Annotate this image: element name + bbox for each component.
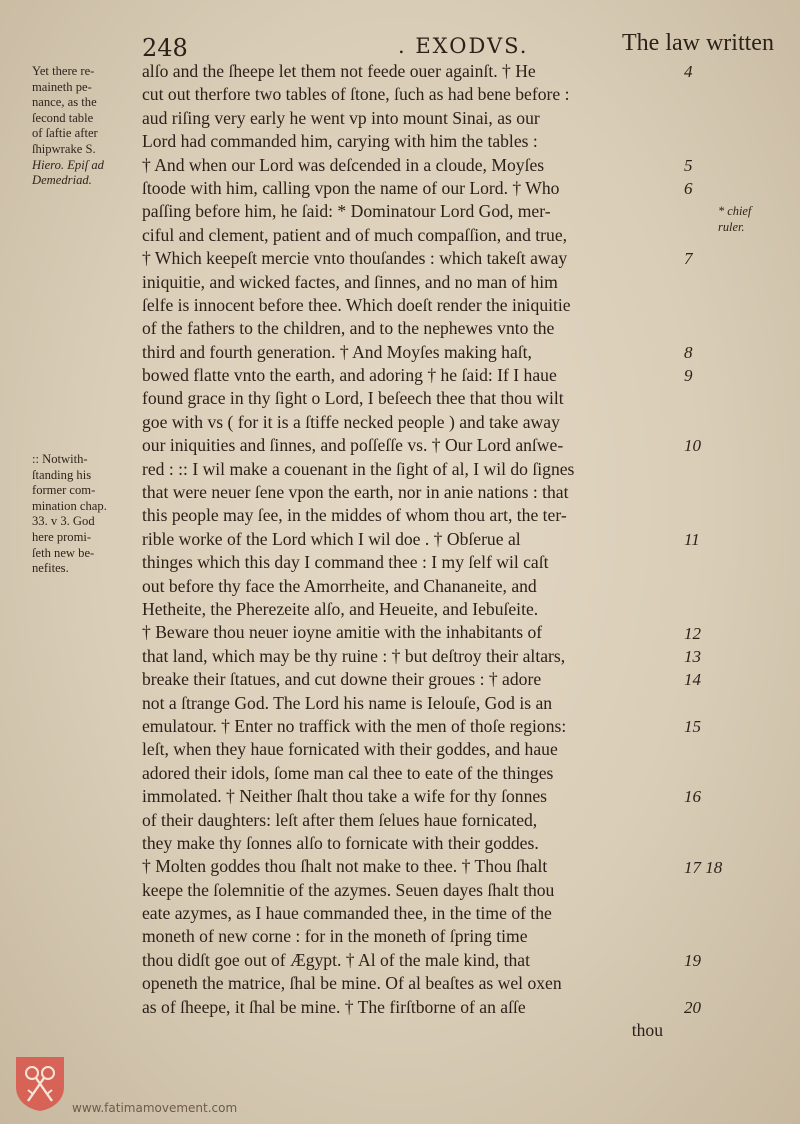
running-title: . EXODVS. bbox=[398, 34, 529, 58]
text-line: Lord had commanded him, carying with him the tables : bbox=[142, 131, 538, 152]
text-line: paſſing before him, he ſaid: * Dominatour Lord God, mer- bbox=[142, 201, 551, 222]
margin-note-line: of ſaftie after bbox=[32, 126, 98, 141]
verse-number: 7 bbox=[684, 249, 693, 269]
text-line: thou bbox=[631, 1020, 663, 1041]
text-line: thou didſt goe out of Ægypt. † Al of the male kind, that bbox=[142, 949, 530, 970]
verse-number: 14 bbox=[684, 670, 701, 690]
text-line: alſo and the ſheepe let them not feede ouer againſt. † He bbox=[142, 61, 536, 81]
margin-note-line: nance, as the bbox=[32, 95, 97, 110]
verse-number: 11 bbox=[684, 530, 700, 549]
text-line: immolated. † Neither ſhalt thou take a wife for thy ſonnes bbox=[142, 786, 548, 807]
margin-note-covenant bbox=[32, 452, 140, 577]
text-line: goe with vs ( for it is a ſtiffe necked people ) and take away bbox=[142, 411, 560, 432]
scripture-text-column bbox=[142, 60, 677, 1042]
margin-note-line: former com- bbox=[32, 483, 96, 498]
margin-note-line: ſeth new be- bbox=[32, 545, 95, 560]
margin-note-line: Demedriad. bbox=[32, 173, 92, 188]
verse-number: 12 bbox=[684, 623, 701, 643]
margin-note-line: here promi- bbox=[32, 529, 92, 544]
margin-note-line: :: Notwith- bbox=[32, 452, 88, 466]
margin-note-line: ſhipwrake S. bbox=[32, 141, 96, 156]
margin-note-line: ſecond table bbox=[32, 110, 94, 125]
text-line: of their daughters: leſt after them ſelues haue fornicated, bbox=[142, 809, 538, 830]
verse-number: 6 bbox=[684, 179, 693, 198]
text-line: ciful and clement, patient and of much compaſſion, and true, bbox=[142, 224, 568, 245]
verse-number: 20 bbox=[684, 998, 701, 1017]
text-line: they make thy ſonnes alſo to fornicate with their goddes. bbox=[142, 832, 539, 853]
text-line: found grace in thy ſight o Lord, I beſeech thee that thou wilt bbox=[142, 388, 564, 409]
text-line: out before thy face the Amorrheite, and Chananeite, and bbox=[142, 575, 537, 596]
margin-note-line: 33. v 3. God bbox=[32, 514, 95, 529]
margin-note-line: ruler. bbox=[718, 219, 745, 234]
text-line: ſtoode with him, calling vpon the name of our Lord. † Who bbox=[142, 177, 560, 198]
text-line: breake their ſtatues, and cut downe their groues : † adore bbox=[142, 669, 542, 690]
margin-note-line: mination chap. bbox=[32, 498, 107, 513]
text-line: iniquitie, and wicked factes, and ſinnes, and no man of him bbox=[142, 271, 558, 292]
verse-number: 4 bbox=[684, 62, 693, 81]
text-line: thinges which this day I command thee : I my ſelf wil caſt bbox=[142, 552, 549, 573]
text-line: eate azymes, as I haue commanded thee, in the time of the bbox=[142, 903, 552, 924]
margin-note-line: Hiero. Epiſ ad bbox=[32, 157, 104, 172]
text-line: keepe the ſolemnitie of the azymes. Seuen dayes ſhalt thou bbox=[142, 879, 555, 900]
text-line: that land, which may be thy ruine : † but deſtroy their altars, bbox=[142, 645, 566, 666]
website-watermark[interactable]: www.fatimamovement.com bbox=[72, 1101, 238, 1115]
text-line: adored their idols, ſome man cal thee to eate of the thinges bbox=[142, 762, 554, 783]
text-line: our iniquities and ſinnes, and poſſeſſe vs. † Our Lord anſwe- bbox=[142, 435, 564, 456]
text-line: bowed flatte vnto the earth, and adoring † he ſaid: If I haue bbox=[142, 365, 557, 386]
verse-number: 19 bbox=[684, 951, 701, 971]
text-line: cut out therfore two tables of ſtone, ſuch as had bene before : bbox=[142, 84, 570, 105]
text-line: not a ſtrange God. The Lord his name is Ielouſe, God is an bbox=[142, 692, 553, 713]
papal-keys-emblem-icon bbox=[12, 1053, 68, 1113]
text-line: moneth of new corne : for in the moneth of ſpring time bbox=[142, 926, 528, 947]
verse-number: 17 18 bbox=[684, 857, 723, 877]
text-line: of the fathers to the children, and to the nephewes vnto the bbox=[142, 318, 555, 339]
text-line: leſt, when they haue fornicated with their goddes, and haue bbox=[142, 739, 558, 760]
margin-note-line: maineth pe- bbox=[32, 79, 92, 94]
verse-number: 5 bbox=[684, 155, 693, 175]
verse-number: 10 bbox=[684, 436, 701, 456]
margin-note-line: * chief bbox=[718, 204, 752, 218]
text-line: red : :: I wil make a couenant in the ſight of al, I wil do ſignes bbox=[142, 458, 575, 479]
verse-number: 9 bbox=[684, 366, 693, 386]
margin-note-line: nefites. bbox=[32, 561, 69, 576]
verse-number: 8 bbox=[684, 342, 693, 362]
margin-note-line: ſtanding his bbox=[32, 467, 92, 482]
text-line: † Beware thou neuer ioyne amitie with the inhabitants of bbox=[142, 622, 543, 643]
text-line: † Which keepeſt mercie vnto thouſandes : which takeſt away bbox=[142, 248, 568, 269]
verse-number: 15 bbox=[684, 717, 701, 737]
verse-number: 13 bbox=[684, 647, 701, 666]
text-line: third and fourth generation. † And Moyſes making haſt, bbox=[142, 341, 532, 362]
text-line: as of ſheepe, it ſhal be mine. † The firſtborne of an aſſe bbox=[142, 996, 526, 1017]
page-number: 248 bbox=[142, 34, 188, 62]
text-line: emulatour. † Enter no traffick with the men of thoſe regions: bbox=[142, 715, 567, 736]
text-line: this people may ſee, in the middes of whom thou art, the ter- bbox=[142, 505, 567, 526]
text-line: rible worke of the Lord which I wil doe . † Obſerue al bbox=[142, 528, 521, 549]
verse-number: 16 bbox=[684, 787, 701, 807]
text-line: † And when our Lord was deſcended in a cloude, Moyſes bbox=[142, 154, 545, 175]
text-line: ſelfe is innocent before thee. Which doeſt render the iniquitie bbox=[142, 294, 571, 315]
text-line: Hetheite, the Pherezeite alſo, and Heueite, and Iebuſeite. bbox=[142, 598, 539, 619]
text-line: † Molten goddes thou ſhalt not make to thee. † Thou ſhalt bbox=[142, 856, 548, 877]
margin-note-chief-ruler bbox=[718, 204, 788, 235]
text-line: aud riſing very early he went vp into mount Sinai, as our bbox=[142, 107, 540, 128]
text-line: that were neuer ſene vpon the earth, nor in anie nations : that bbox=[142, 482, 569, 503]
page-header bbox=[0, 30, 800, 64]
text-line: openeth the matrice, ſhal be mine. Of al beaſtes as wel oxen bbox=[142, 973, 562, 994]
margin-note-line: Yet there re- bbox=[32, 64, 95, 78]
running-head: The law written bbox=[622, 30, 774, 56]
margin-note-penance bbox=[32, 64, 136, 189]
